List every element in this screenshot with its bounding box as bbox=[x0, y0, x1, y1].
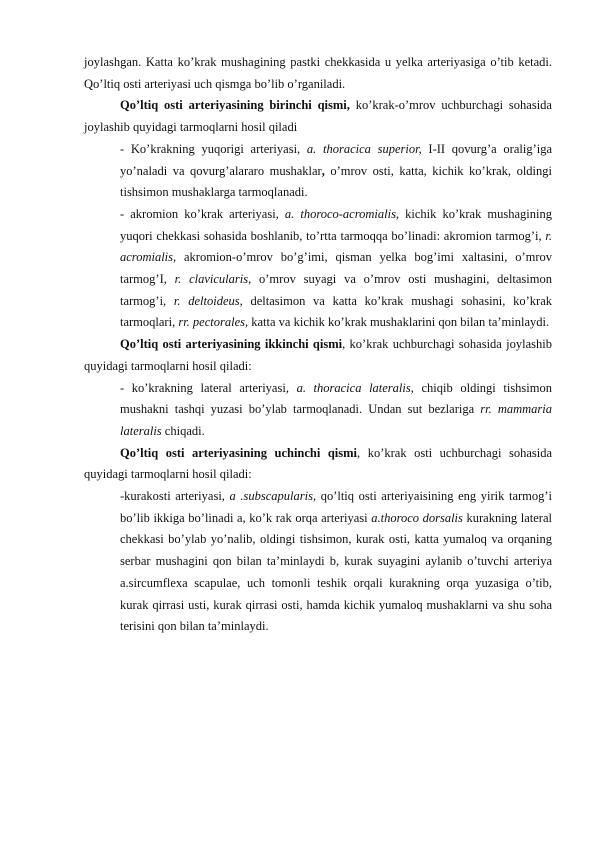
text-run: kichik ko’krak mushagining yuqori chekkasi sohasida boshlanib, to’rtta tarmoqqa bo’linadi: akromion tarmog’i bbox=[120, 206, 552, 243]
paragraph bbox=[84, 95, 552, 138]
text-run: - Ko’krakning yuqorigi arteriyasi bbox=[120, 141, 298, 156]
text-run: chiqib oldingi tishsimon mushakni tashqi yuzasi bo’ylab tarmoqlanadi. Undan sut bezlariga bbox=[120, 380, 552, 417]
paragraph bbox=[84, 443, 552, 486]
italic-text-run: , r. clavicularis, bbox=[163, 272, 252, 287]
paragraph bbox=[84, 486, 552, 638]
text-run: qo’ltiq osti arteriyaisining eng yirik tarmog’i bo’lib ikkiga bo’linadi a, ko’k rak orqa arteriyasi bbox=[120, 489, 553, 525]
italic-text-run: a .subscapularis, bbox=[229, 489, 317, 504]
text-run: kurakning lateral chekkasi bo’ylab yo’nalib, oldingi tishsimon, kurak osti, katta yumaloq va orqaning serbar mushagini qon bilan ta’minlaydi b, kurak suyagini aylanib o’tuvchi arteriya a.sircumflexa scapulae, uch tomonli teshik orqali kurakning orqa yuzasiga o’tib, kurak qirrasi usti, kurak qirrasi osti, hamda kichik yumaloq mushaklarni va shu soha terisini qon bilan ta’minlaydi. bbox=[120, 510, 552, 634]
italic-text-run: a.thoroco dorsalis bbox=[371, 510, 463, 525]
text-run: chiqadi. bbox=[161, 423, 205, 438]
italic-text-run: , a. thoracica superior, bbox=[297, 141, 422, 156]
text-run: joylashgan. Katta ko’krak mushagining pastki chekkasida u yelka arteriyasiga o’tib ketadi. Qo’ltiq osti arteriyasi uch qismga bo’lib o’rganiladi. bbox=[84, 55, 552, 91]
text-run: , ko’krak osti uchburchagi sohasida quyidagi tarmoqlarni hosil qiladi: bbox=[84, 445, 553, 482]
italic-text-run: rr. mammaria lateralis bbox=[120, 402, 552, 438]
text-run: -kurakosti arteriyasi, bbox=[120, 489, 230, 504]
italic-text-run: , a. thoroco-acromialis, bbox=[275, 206, 400, 221]
paragraph bbox=[84, 334, 552, 377]
text-run: o’mrov osti, katta, kichik ko’krak, oldingi tishsimon mushaklarga tarmoqlanadi. bbox=[120, 163, 552, 200]
document-body bbox=[84, 52, 552, 638]
text-run: o’mrov suyagi va o’mrov osti mushagini, deltasimon tarmog’i bbox=[120, 272, 552, 308]
paragraph bbox=[84, 204, 552, 334]
text-run: - akromion ko’krak arteriyasi bbox=[120, 206, 276, 221]
text-run: akromion-o’mrov bo’g’imi, qisman yelka bog’imi xaltasini, o’mrov tarmog’I bbox=[120, 250, 552, 287]
italic-text-run: , a. thoracica lateralis, bbox=[285, 380, 414, 395]
text-run: , ko’krak uchburchagi sohasida joylashib quyidagi tarmoqlarni hosil qiladi: bbox=[84, 337, 552, 373]
paragraph bbox=[84, 378, 552, 443]
text-run: I-II qovurg’a oralig’iga yo’naladi va qovurg’alararo mushaklar bbox=[120, 141, 553, 178]
text-run: katta va kichik ko’krak mushaklarini qon bilan ta’minlaydi. bbox=[248, 315, 550, 330]
paragraph bbox=[84, 139, 552, 204]
italic-text-run: , r. acromialis, bbox=[120, 228, 553, 265]
bold-text-run: Qo’ltiq osti arteriyasining birinchi qismi, bbox=[120, 98, 350, 113]
bold-text-run: , bbox=[321, 163, 325, 178]
italic-text-run: , rr. pectorales, bbox=[172, 315, 249, 330]
bold-text-run: Qo’ltiq osti arteriyasining ikkinchi qismi bbox=[120, 337, 343, 352]
text-run: deltasimon va katta ko’krak mushagi sohasini, ko’krak tarmoqlari bbox=[120, 293, 552, 330]
text-run: ko’krak-o’mrov uchburchagi sohasida joylashib quyidagi tarmoqlarni hosil qiladi bbox=[84, 98, 552, 135]
text-run: - ko’krakning lateral arteriyasi bbox=[120, 380, 286, 395]
bold-text-run: Qo’ltiq osti arteriyasining uchinchi qismi bbox=[120, 445, 358, 460]
italic-text-run: , r. deltoideus, bbox=[163, 293, 243, 308]
paragraph bbox=[84, 52, 552, 95]
